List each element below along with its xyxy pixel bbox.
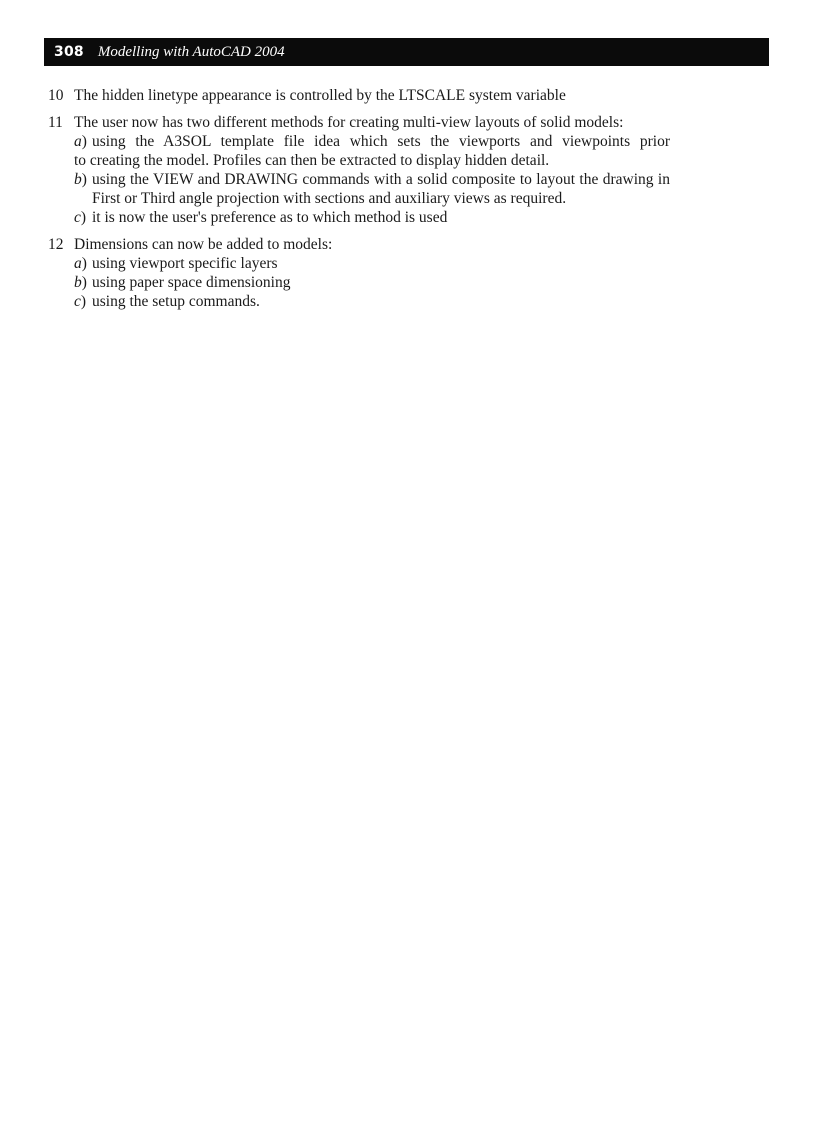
item-number: 11 (48, 114, 63, 131)
running-header (44, 38, 769, 66)
item-number: 10 (48, 87, 64, 104)
sub-item-text: it is now the user's preference as to which method is used (92, 209, 448, 226)
sub-item (74, 292, 670, 311)
sub-item-text: to creating the model. Profiles can then be extracted to display hidden detail. (74, 152, 550, 169)
sub-item-text: using viewport specific layers (92, 255, 278, 272)
sub-item-text: using paper space dimensioning (92, 274, 291, 291)
sub-item (74, 208, 670, 227)
sub-item (74, 273, 670, 292)
page-number: 308 (54, 44, 84, 60)
sub-item-label: b) (74, 274, 87, 291)
sub-item-continuation (74, 151, 670, 170)
sub-item-label: a) (74, 133, 87, 150)
item-text: The hidden linetype appearance is controlled by the LTSCALE system variable (74, 87, 566, 104)
sub-item-label: a) (74, 255, 87, 272)
sub-item-label: c) (74, 293, 87, 310)
sub-item (74, 132, 670, 151)
list-item (48, 235, 670, 311)
page-body (48, 86, 670, 319)
sub-item-text: using the A3SOL template file idea which sets the viewports and viewpoints prior (92, 133, 670, 150)
item-text: The user now has two different methods for creating multi-view layouts of solid models: (74, 114, 624, 131)
sub-item-label: c) (74, 209, 87, 226)
sub-item (74, 254, 670, 273)
sub-item-label: b) (74, 171, 87, 188)
list-item (48, 113, 670, 227)
sub-item (74, 170, 670, 208)
sub-item-text: using the setup commands. (92, 293, 260, 310)
book-title: Modelling with AutoCAD 2004 (97, 43, 285, 60)
item-text: Dimensions can now be added to models: (74, 236, 333, 253)
sub-item-text: using the VIEW and DRAWING commands with a solid composite to layout the drawing in First or Third angle projection with sections and auxiliary views as required. (92, 171, 670, 207)
item-number: 12 (48, 236, 64, 253)
list-item (48, 86, 670, 105)
